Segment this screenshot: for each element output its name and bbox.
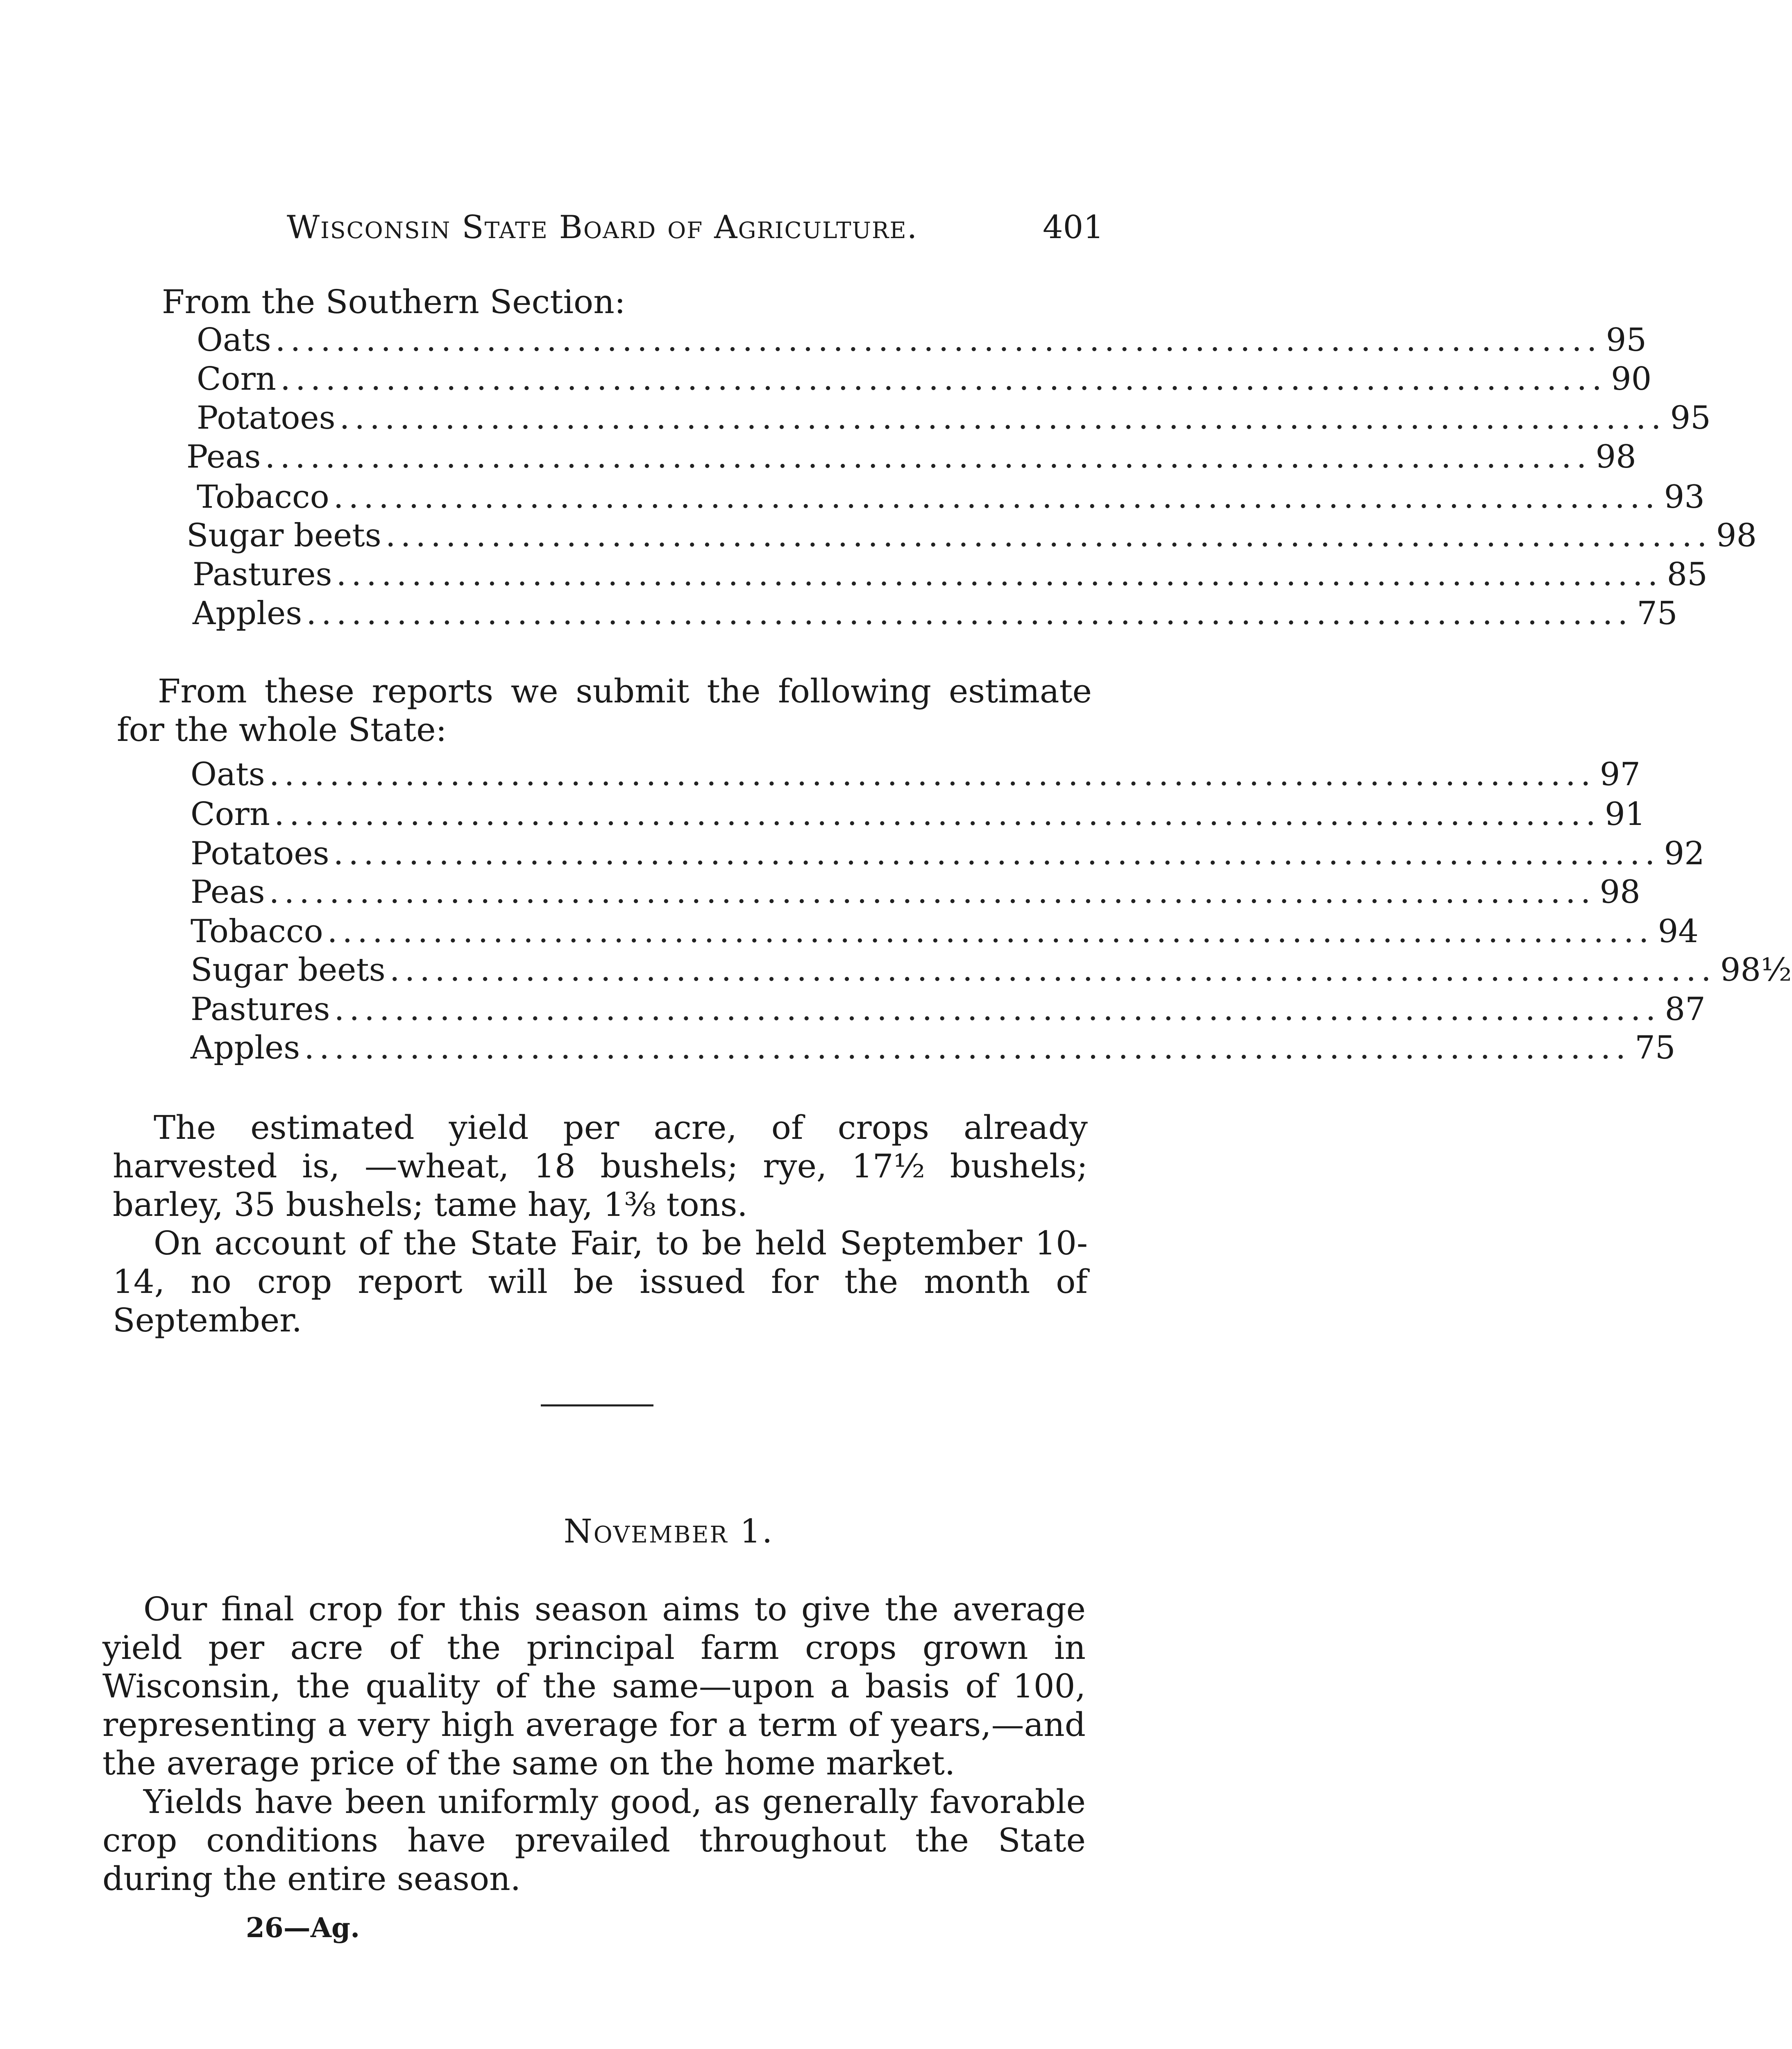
crop-label: Apples (193, 595, 302, 632)
crop-label: Oats (191, 756, 265, 793)
dot-leader: ........................................................................................ (265, 438, 1592, 475)
dot-leader: ........................................................................................ (280, 361, 1607, 398)
crop-value: 98 (1716, 517, 1757, 554)
list-item (186, 438, 1636, 478)
southern-section-intro: From the Southern Section: (162, 283, 626, 321)
november-paragraph-2: Yields have been uniformly good, as generally favorable crop conditions have prevailed throughout the State during the entire season. (102, 1783, 1086, 1898)
list-item (191, 991, 1706, 1030)
crop-value: 98 (1595, 438, 1636, 475)
crop-label: Peas (191, 874, 265, 911)
list-item (197, 322, 1647, 361)
dot-leader: ........................................................................................ (304, 1029, 1631, 1066)
crop-value: 98½ (1720, 952, 1792, 988)
state-fair-paragraph: On account of the State Fair, to be held September 10-14, no crop report will be issued for the month of September. (113, 1224, 1088, 1339)
crop-value: 91 (1605, 796, 1646, 833)
dot-leader: ........................................................................................ (339, 400, 1666, 436)
november-section (102, 1590, 1086, 1898)
crop-value: 75 (1635, 1029, 1676, 1066)
crop-value: 95 (1606, 322, 1647, 359)
section-heading: November 1. (563, 1512, 774, 1550)
list-item (191, 756, 1640, 795)
crop-value: 93 (1664, 479, 1705, 516)
section-divider (541, 1404, 653, 1406)
harvest-yield-section (113, 1109, 1088, 1340)
crop-label: Potatoes (197, 400, 336, 436)
dot-leader: ........................................................................................ (269, 756, 1596, 793)
dot-leader: ........................................................................................ (306, 595, 1633, 632)
crop-value: 87 (1665, 991, 1706, 1028)
dot-leader: ........................................................................................ (336, 556, 1663, 593)
crop-label: Pastures (193, 556, 332, 593)
dot-leader: ........................................................................................ (269, 874, 1596, 911)
crop-value: 94 (1658, 913, 1699, 950)
crop-value: 98 (1599, 874, 1640, 911)
page-header (0, 193, 1337, 250)
estimate-intro: From these reports we submit the following estimate for the whole State: (117, 672, 1092, 749)
dot-leader: ........................................................................................ (389, 952, 1716, 988)
dot-leader: ........................................................................................ (334, 991, 1661, 1028)
crop-value: 85 (1667, 556, 1708, 593)
november-paragraph-1: Our final crop for this season aims to give the average yield per acre of the principal farm crops grown in Wisconsin, the quality of the same—upon a basis of 100, representing a very high average for a term of years,—and the average price of the same on the home market. (102, 1590, 1086, 1782)
dot-leader: ........................................................................................ (333, 835, 1660, 872)
crop-label: Tobacco (197, 479, 329, 516)
list-item (191, 796, 1646, 835)
crop-label: Pastures (191, 991, 330, 1028)
running-title: Wisconsin State Board of Agriculture. (287, 209, 918, 246)
crop-label: Corn (197, 361, 277, 398)
crop-label: Peas (186, 438, 261, 475)
crop-label: Sugar beets (191, 952, 386, 988)
list-item (193, 556, 1708, 595)
crop-label: Tobacco (191, 913, 323, 950)
list-item (191, 1029, 1676, 1069)
dot-leader: ........................................................................................ (327, 913, 1654, 950)
crop-label: Oats (197, 322, 271, 359)
dot-leader: ........................................................................................ (385, 517, 1712, 554)
signature-mark: 26—Ag. (246, 1912, 360, 1944)
crop-value: 92 (1664, 835, 1705, 872)
list-item (191, 835, 1705, 875)
list-item (197, 400, 1711, 439)
list-item (197, 361, 1652, 400)
crop-label: Sugar beets (186, 517, 381, 554)
crop-value: 97 (1599, 756, 1640, 793)
list-item (186, 517, 1757, 557)
estimate-intro-paragraph (117, 672, 1092, 749)
crop-label: Potatoes (191, 835, 329, 872)
crop-value: 90 (1611, 361, 1652, 398)
dot-leader: ........................................................................................ (275, 322, 1602, 359)
list-item (197, 479, 1705, 518)
crop-value: 75 (1637, 595, 1678, 632)
list-item (191, 913, 1699, 952)
dot-leader: ........................................................................................ (333, 479, 1660, 516)
list-item (191, 874, 1640, 913)
crop-label: Corn (191, 796, 270, 833)
crop-label: Apples (191, 1029, 300, 1066)
harvest-yield-paragraph: The estimated yield per acre, of crops already harvested is, —wheat, 18 bushels; rye, 17½ bushels; barley, 35 bushels; tame hay, 1⅜ tons. (113, 1109, 1088, 1224)
crop-value: 95 (1670, 400, 1711, 436)
list-item (193, 595, 1678, 634)
list-item (191, 952, 1792, 991)
page-number: 401 (1043, 209, 1104, 246)
dot-leader: ........................................................................................ (274, 796, 1601, 833)
